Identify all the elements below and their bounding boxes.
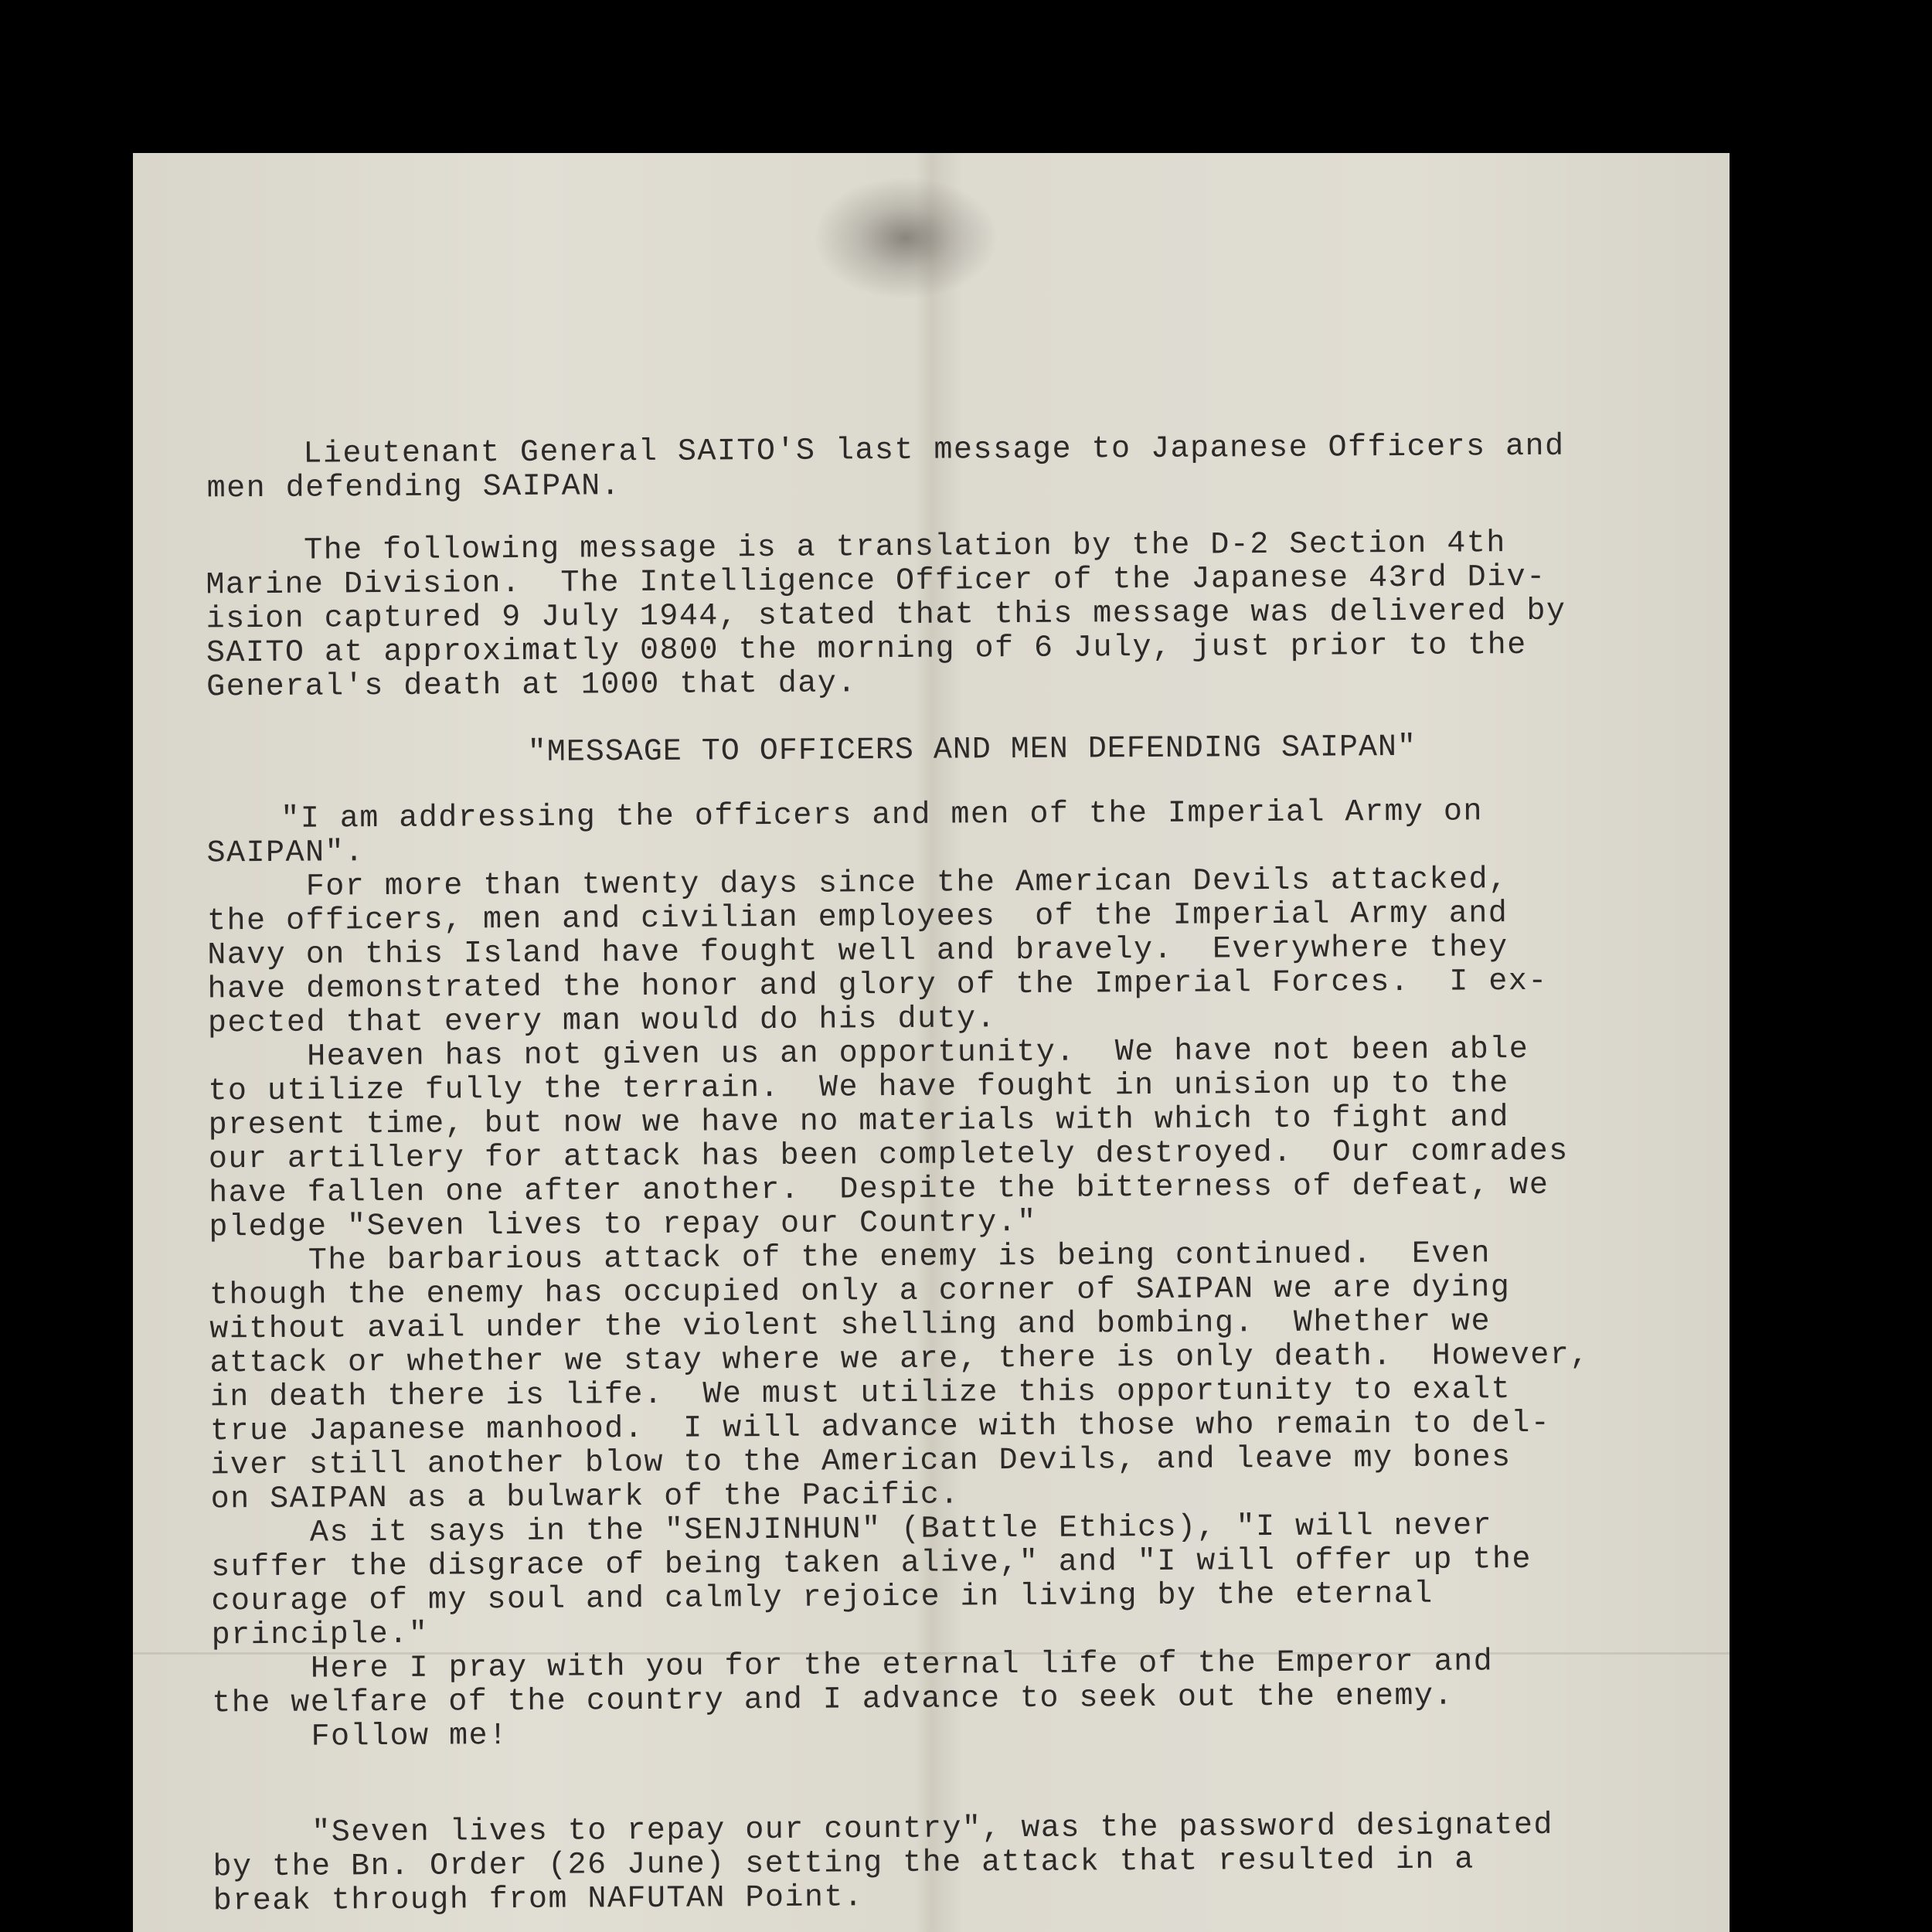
message-line: Heaven has not given us an opportunity. We have not been able [307, 1032, 1529, 1075]
message-line: courage of my soul and calmly rejoice in living by the eternal [211, 1577, 1434, 1620]
message-line: principle." [211, 1617, 429, 1654]
heading-line: men defending SAIPAN. [206, 469, 621, 507]
message-line: suffer the disgrace of being taken alive," and "I will offer up the [211, 1542, 1532, 1586]
message-line: Navy on this Island have fought well and bravely. Everywhere they [207, 930, 1509, 974]
footnote-line: "Seven lives to repay our country", was the password designated [311, 1808, 1554, 1851]
message-line: pected that every man would do his duty. [207, 1002, 997, 1042]
message-line: Follow me! [311, 1719, 509, 1755]
message-line: true Japanese manhood. I will advance with those who remain to del- [209, 1406, 1551, 1450]
message-line: attack or whether we stay where we are, there is only death. However, [209, 1338, 1590, 1382]
footnote-line: break through from NAFUTAN Point. [213, 1880, 864, 1920]
message-line: Here I pray with you for the eternal life of the Emperor and [310, 1645, 1494, 1687]
message-line: the officers, men and civilian employees of the Imperial Army and [206, 896, 1509, 940]
message-line: pledge "Seven lives to repay our Country." [209, 1205, 1037, 1246]
message-line: SAIPAN". [206, 835, 365, 872]
message-line: on SAIPAN as a bulwark of the Pacific. [210, 1478, 960, 1518]
message-line: "I am addressing the officers and men of the Imperial Army on [281, 794, 1484, 837]
message-line: though the enemy has occupied only a corner of SAIPAN we are dying [209, 1270, 1511, 1314]
message-line: in death there is life. We must utilize this opportunity to exalt [209, 1372, 1512, 1416]
message-line: The barbarious attack of the enemy is being continued. Even [308, 1236, 1492, 1279]
ink-smudge [813, 176, 998, 300]
message-line: As it says in the "SENJINHUN" (Battle Ethics), "I will never [309, 1509, 1493, 1551]
message-line: to utilize fully the terrain. We have fought in unision up to the [208, 1066, 1509, 1110]
intro-line: ision captured 9 July 1944, stated that this message was delivered by [206, 594, 1566, 638]
message-line: the welfare of the country and I advance to seek out the enemy. [212, 1679, 1454, 1722]
intro-line: SAITO at approximatly 0800 the morning of 6 July, just prior to the [206, 628, 1527, 672]
message-line: without avail under the violent shelling and bombing. Whether we [209, 1304, 1492, 1348]
message-line: our artillery for attack has been completely destroyed. Our comrades [208, 1134, 1569, 1178]
message-line: iver still another blow to the American Devils, and leave my bones [210, 1440, 1512, 1484]
intro-line: The following message is a translation by the D-2 Section 4th [304, 526, 1507, 569]
message-line: For more than twenty days since the American Devils attacked, [305, 862, 1509, 905]
heading-line: Lieutenant General SAITO'S last message to Japanese Officers and [303, 429, 1565, 472]
message-line: have demonstrated the honor and glory of the Imperial Forces. I ex- [207, 964, 1548, 1008]
footnote-line: by the Bn. Order (26 June) setting the attack that resulted in a [213, 1842, 1475, 1886]
intro-line: Marine Division. The Intelligence Officer of the Japanese 43rd Div- [206, 560, 1546, 604]
message-title: "MESSAGE TO OFFICERS AND MEN DEFENDING SAIPAN" [527, 730, 1417, 770]
typewritten-page [133, 153, 1730, 1932]
message-line: have fallen one after another. Despite the bitterness of defeat, we [209, 1168, 1549, 1212]
intro-line: General's death at 1000 that day. [206, 666, 857, 706]
message-line: present time, but now we have no materials with which to fight and [208, 1100, 1510, 1144]
